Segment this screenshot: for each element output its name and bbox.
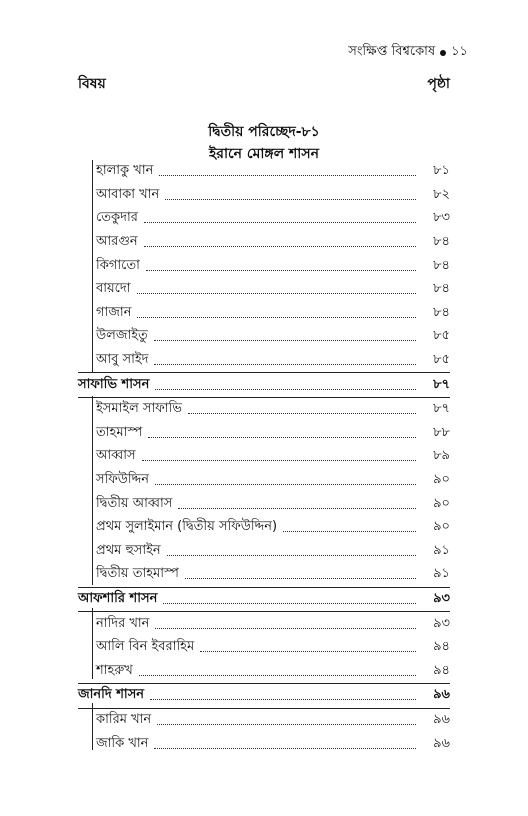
toc-entry-page: ৯৬: [433, 735, 450, 751]
toc-entry-page: ৮৭: [433, 401, 450, 417]
dot-leader: [144, 246, 416, 247]
dot-leader: [165, 199, 416, 200]
toc-entry-label: শাহরুখ: [96, 662, 133, 678]
toc-entry-row: [78, 160, 450, 184]
toc-entry-page: ৮৫: [433, 328, 450, 344]
toc-entry-row: [78, 278, 450, 302]
group-vertical-rule: [92, 703, 93, 750]
toc-entry-label: উলজাইতু: [96, 328, 148, 344]
toc-entry-page: ৯০: [433, 495, 450, 511]
toc-entry-page: ৯৬: [433, 687, 450, 703]
dot-leader: [155, 484, 416, 485]
toc-entry-label: আবাকা খান: [96, 186, 160, 202]
toc-entry-row: [78, 184, 450, 208]
dot-leader: [150, 699, 416, 700]
toc-entry-label: আলি বিন ইবরাহিম: [96, 639, 195, 655]
toc-entry-row: [78, 709, 450, 733]
running-header: [348, 42, 468, 63]
toc-entry-page: ৮৮: [433, 424, 450, 440]
toc-entry-page: ৮১: [433, 163, 450, 179]
group-vertical-rule: [92, 396, 93, 585]
toc-entry-row: [78, 563, 450, 587]
dot-leader: [154, 748, 416, 749]
chapter-subtitle: ইরানে মোঙ্গল শাসন: [209, 146, 319, 162]
toc-entry-row: [78, 732, 450, 756]
toc-entry-page: ৯০: [433, 519, 450, 535]
dot-leader: [142, 460, 416, 461]
toc-entry-row: [78, 612, 450, 636]
dot-leader: [148, 437, 416, 438]
toc-section-row: [78, 372, 450, 398]
table-of-contents: [78, 160, 450, 756]
toc-entry-row: [78, 636, 450, 660]
toc-entry-page: ৮৪: [433, 304, 450, 320]
page-column-heading: পৃষ্ঠা: [427, 76, 450, 92]
toc-entry-page: ৮৫: [433, 352, 450, 368]
toc-entry-label: গাজান: [96, 304, 132, 320]
group-vertical-rule: [92, 160, 93, 372]
toc-entry-label: কারিম খান: [96, 711, 152, 727]
toc-entry-page: ৯৪: [433, 639, 450, 655]
toc-entry-label: প্রথম সুলাইমান (দ্বিতীয় সফিউদ্দিন): [96, 519, 278, 535]
toc-entry-page: ৮৪: [433, 281, 450, 297]
dot-leader: [185, 578, 416, 579]
toc-entry-label: নাদির খান: [96, 615, 150, 631]
dot-leader: [146, 270, 416, 271]
toc-entry-label: তাহমাস্প: [96, 424, 143, 440]
dot-leader: [137, 317, 416, 318]
toc-entry-label: দ্বিতীয় আব্বাস: [96, 495, 173, 511]
toc-section-row: [78, 587, 450, 613]
toc-entry-page: ৯১: [433, 542, 450, 558]
dot-leader: [155, 628, 416, 629]
toc-entry-row: [78, 659, 450, 683]
toc-entry-label: হালাকু খান: [96, 163, 154, 179]
toc-entry-row: [78, 254, 450, 278]
dot-leader: [188, 413, 416, 414]
toc-entry-page: ৯৩: [433, 615, 450, 631]
toc-entry-row: [78, 492, 450, 516]
dot-leader: [200, 651, 416, 652]
dot-leader: [178, 508, 416, 509]
toc-entry-page: ৮৭: [433, 376, 450, 392]
toc-entry-label: আবু সাইদ: [96, 352, 149, 368]
toc-entry-row: [78, 302, 450, 326]
toc-entry-label: তেকুদার: [96, 210, 138, 226]
toc-entry-label: প্রথম হুসাইন: [96, 542, 161, 558]
toc-entry-label: সফিউদ্দিন: [96, 472, 150, 488]
dot-leader: [283, 531, 416, 532]
dot-leader: [167, 555, 416, 556]
toc-entry-label: দ্বিতীয় তাহমাস্প: [96, 566, 179, 582]
dot-leader: [139, 675, 416, 676]
toc-entry-label: কিগাতো: [96, 257, 140, 273]
toc-entry-row: [78, 516, 450, 540]
dot-leader: [163, 603, 416, 604]
dot-leader: [154, 364, 416, 365]
toc-entry-page: ৯৬: [433, 711, 450, 727]
toc-entry-row: [78, 349, 450, 373]
toc-entry-row: [78, 325, 450, 349]
bullet-dot-icon: [440, 50, 446, 56]
toc-entry-page: ৮২: [433, 186, 450, 202]
toc-entry-label: আফশারি শাসন: [78, 590, 158, 606]
toc-entry-label: জাকি খান: [96, 735, 149, 751]
toc-entry-page: ৯০: [433, 472, 450, 488]
toc-entry-page: ৮৪: [433, 234, 450, 250]
toc-entry-page: ৮৪: [433, 257, 450, 273]
chapter-title: দ্বিতীয় পরিচ্ছেদ-৮১: [208, 124, 320, 140]
toc-entry-page: ৯৩: [433, 590, 450, 606]
group-vertical-rule: [92, 608, 93, 679]
toc-entry-row: [78, 231, 450, 255]
toc-entry-row: [78, 540, 450, 564]
toc-entry-page: ৮৯: [433, 448, 450, 464]
toc-entry-label: সাফাভি শাসন: [78, 376, 150, 392]
dot-leader: [154, 340, 416, 341]
dot-leader: [137, 293, 417, 294]
toc-entry-label: জানদি শাসন: [78, 687, 145, 703]
toc-entry-row: [78, 469, 450, 493]
toc-entry-page: ৯১: [433, 566, 450, 582]
dot-leader: [144, 222, 416, 223]
dot-leader: [155, 389, 416, 390]
toc-entry-row: [78, 422, 450, 446]
toc-entry-label: আরগুন: [96, 234, 138, 250]
toc-entry-page: ৯৪: [433, 662, 450, 678]
toc-entry-label: আব্বাস: [96, 448, 136, 464]
dot-leader: [157, 724, 416, 725]
book-title: সংক্ষিপ্ত বিশ্বকোষ: [348, 44, 436, 59]
subject-column-heading: বিষয়: [78, 76, 106, 92]
toc-entry-page: ৮৩: [433, 210, 450, 226]
toc-entry-label: বায়দো: [96, 281, 131, 297]
toc-entry-row: [78, 445, 450, 469]
dot-leader: [159, 175, 416, 176]
toc-section-row: [78, 683, 450, 709]
toc-entry-row: [78, 398, 450, 422]
page-number: ১১: [451, 44, 468, 59]
toc-entry-label: ইসমাইল সাফাভি: [96, 401, 182, 417]
toc-entry-row: [78, 207, 450, 231]
